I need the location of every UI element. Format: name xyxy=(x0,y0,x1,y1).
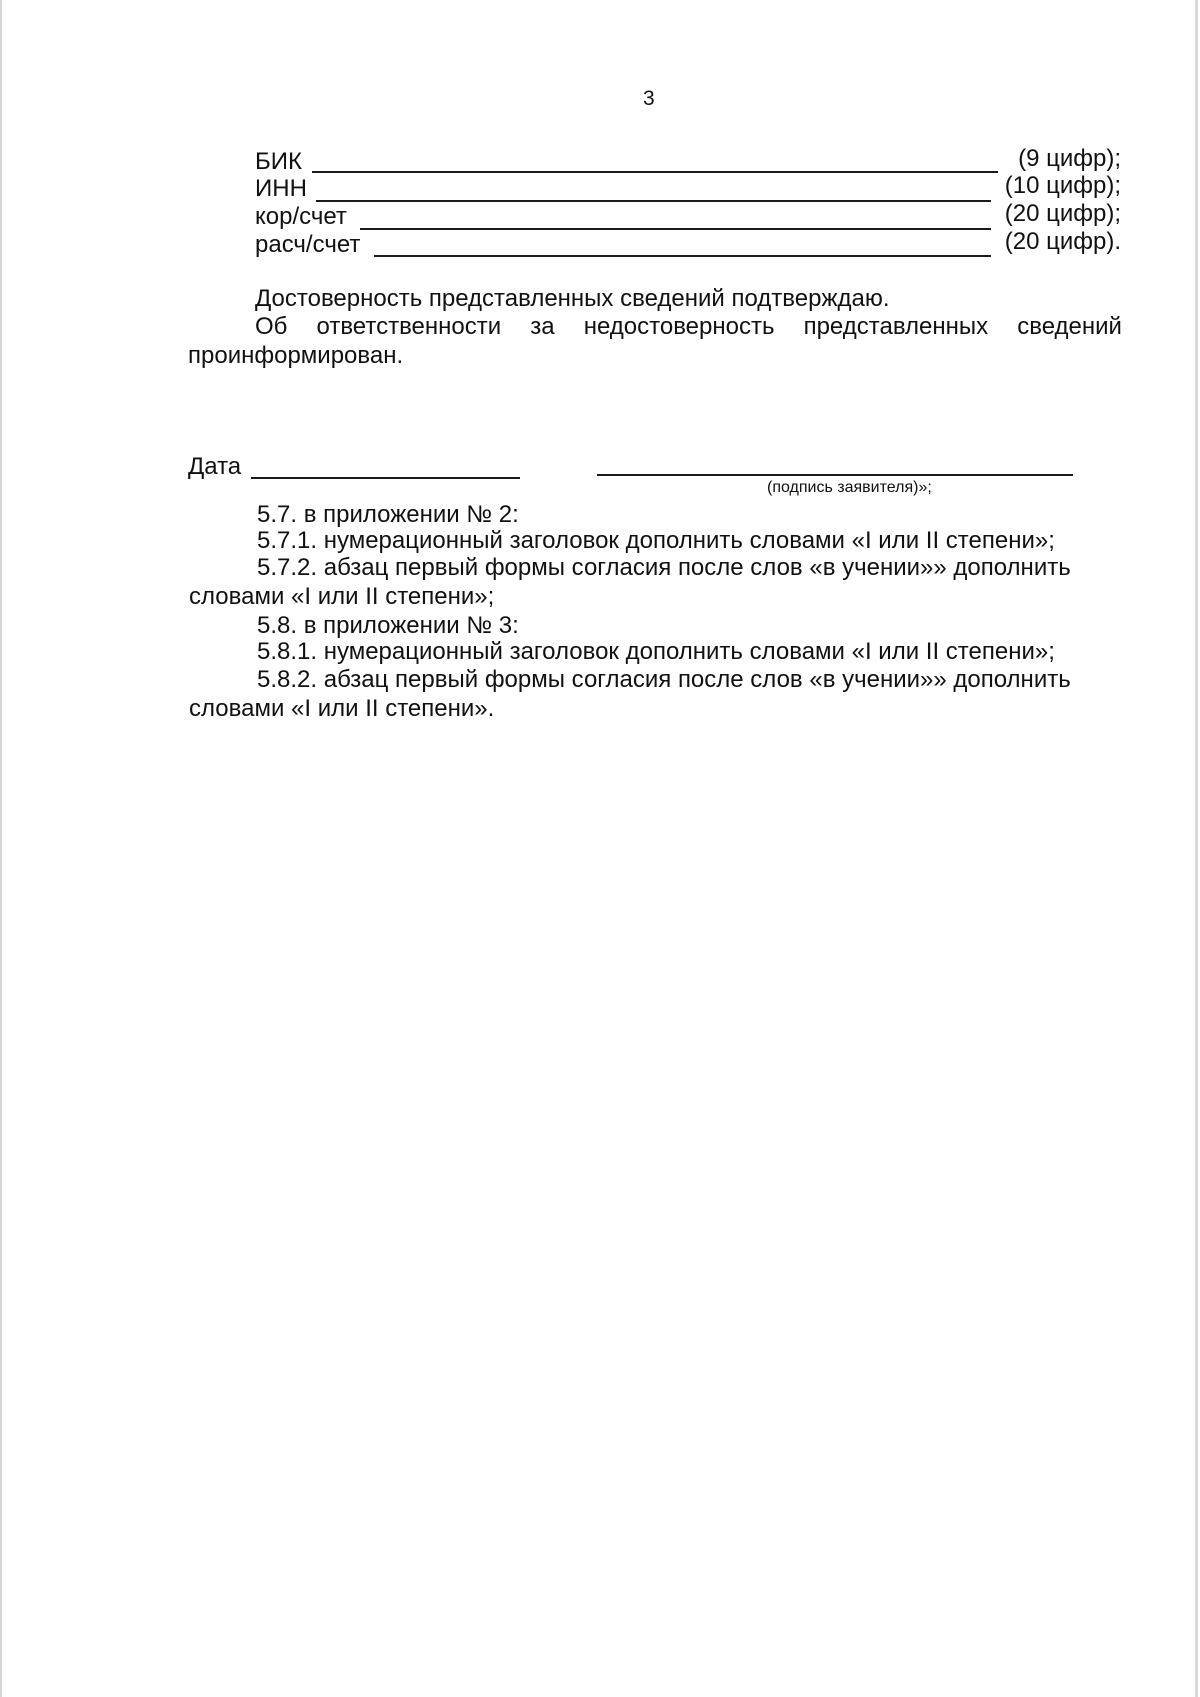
amendment-5-8-2-line-2: словами «I или II степени». xyxy=(189,695,495,722)
confirmation-word: за xyxy=(530,313,555,340)
amendment-5-7-1: 5.7.1. нумерационный заголовок дополнить словами «I или II степени»; xyxy=(257,527,1055,554)
amendment-5-8-2-line-1: 5.8.2. абзац первый формы согласия после слов «в учении»» дополнить xyxy=(257,666,1071,693)
amendment-5-7-2-line-1: 5.7.2. абзац первый формы согласия после слов «в учении»» дополнить xyxy=(257,554,1071,581)
page-right-edge xyxy=(1195,0,1198,1697)
confirmation-line-3: проинформирован. xyxy=(188,342,404,369)
amendment-5-8: 5.8. в приложении № 3: xyxy=(257,612,519,639)
confirmation-word: недостоверность xyxy=(583,313,775,340)
field-line-inn[interactable] xyxy=(316,200,991,202)
page-number: 3 xyxy=(643,87,655,110)
field-label-bik: БИК xyxy=(255,148,302,175)
date-field-line[interactable] xyxy=(251,477,520,479)
confirmation-word: сведений xyxy=(1017,313,1122,340)
field-line-correspondent-account[interactable] xyxy=(360,228,991,230)
confirmation-word: ответственности xyxy=(316,313,502,340)
confirmation-line-1: Достоверность представленных сведений подтверждаю. xyxy=(255,285,890,312)
date-label: Дата xyxy=(188,453,242,480)
field-hint-bik: (9 цифр); xyxy=(1018,145,1121,172)
amendment-5-8-1: 5.8.1. нумерационный заголовок дополнить словами «I или II степени»; xyxy=(257,638,1055,665)
field-hint-inn: (10 цифр); xyxy=(1004,172,1121,199)
confirmation-word: Об xyxy=(255,313,288,340)
field-line-settlement-account[interactable] xyxy=(374,255,991,257)
field-label-inn: ИНН xyxy=(255,175,307,202)
confirmation-line-2 xyxy=(255,313,1122,341)
signature-line[interactable] xyxy=(597,474,1073,476)
field-hint-settlement-account: (20 цифр). xyxy=(1004,228,1121,255)
field-label-correspondent-account: кор/счет xyxy=(255,203,347,230)
field-hint-correspondent-account: (20 цифр); xyxy=(1004,200,1121,227)
amendment-5-7-2-line-2: словами «I или II степени»; xyxy=(189,583,495,610)
confirmation-word: представленных xyxy=(803,313,989,340)
amendment-5-7: 5.7. в приложении № 2: xyxy=(257,501,519,528)
field-label-settlement-account: расч/счет xyxy=(255,231,361,258)
field-line-bik[interactable] xyxy=(312,171,998,173)
page-left-edge xyxy=(0,0,2,1697)
signature-caption: (подпись заявителя)»; xyxy=(767,479,932,496)
